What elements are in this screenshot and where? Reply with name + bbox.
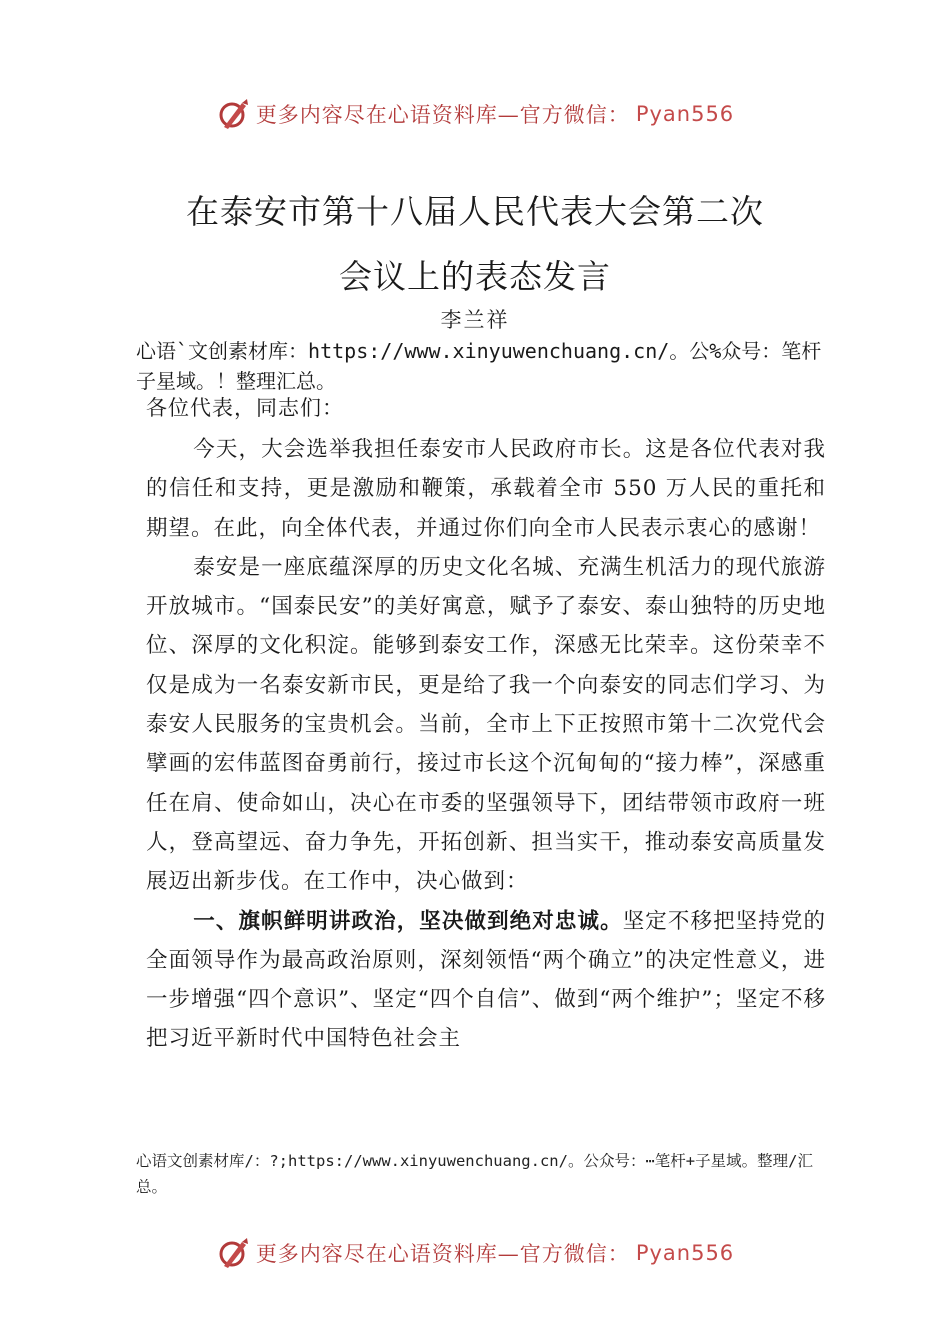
author-name: 李兰祥 <box>440 308 510 332</box>
document-body <box>146 430 826 1059</box>
document-title-line-2: 会议上的表态发言 <box>339 257 611 296</box>
banner-text: 更多内容尽在心语资料库—官方微信： <box>255 1242 630 1266</box>
wechat-id: Pyan556 <box>635 1241 735 1265</box>
quill-pen-logo-icon <box>216 97 250 131</box>
banner-text: 更多内容尽在心语资料库—官方微信： <box>255 103 630 127</box>
bottom-banner <box>0 1231 950 1275</box>
wechat-id: Pyan556 <box>635 102 735 126</box>
source-note-bottom: 心语文创素材库/：?;https://www.xinyuwenchuang.cn/。公众号：⋯笔杆+子星域。整理/汇总。 <box>136 1152 813 1196</box>
section-1-heading: 一、旗帜鲜明讲政治，坚决做到绝对忠诚。 <box>193 908 623 934</box>
quill-pen-logo-icon <box>216 1236 250 1270</box>
top-banner <box>0 92 950 136</box>
document-title-line-1: 在泰安市第十八届人民代表大会第二次 <box>186 192 764 231</box>
paragraph-1: 今天，大会选举我担任泰安市人民政府市长。这是各位代表对我的信任和支持，更是激励和鞭策，承载着全市 550 万人民的重托和期望。在此，向全体代表，并通过你们向全市人民表示衷心的感谢！ <box>146 437 826 541</box>
paragraph-2: 泰安是一座底蕴深厚的历史文化名城、充满生机活力的现代旅游开放城市。“国泰民安”的美好寓意，赋予了泰安、泰山独特的历史地位、深厚的文化积淀。能够到泰安工作，深感无比荣幸。这份荣幸不仅是成为一名泰安新市民，更是给了我一个向泰安的同志们学习、为泰安人民服务的宝贵机会。当前，全市上下正按照市第十二次党代会擘画的宏伟蓝图奋勇前行，接过市长这个沉甸甸的“接力棒”，深感重任在肩、使命如山，决心在市委的坚强领导下，团结带领市政府一班人，登高望远、奋力争先，开拓创新、担当实干，推动泰安高质量发展迈出新步伐。在工作中，决心做到： <box>146 554 826 895</box>
section-1-paragraph <box>146 902 826 1059</box>
section-1-body: 坚定不移把坚持党的全面领导作为最高政治原则，深刻领悟“两个确立”的决定性意义，进一步增强“四个意识”、坚定“四个自信”、做到“两个维护”；坚定不移把习近平新时代中国特色社会主 <box>146 908 826 1052</box>
salutation: 各位代表，同志们： <box>146 396 344 420</box>
source-note-top: 心语`文创素材库：https://www.xinyuwenchuang.cn/。公%众号：笔杆子星域。！整理汇总。 <box>136 339 822 393</box>
